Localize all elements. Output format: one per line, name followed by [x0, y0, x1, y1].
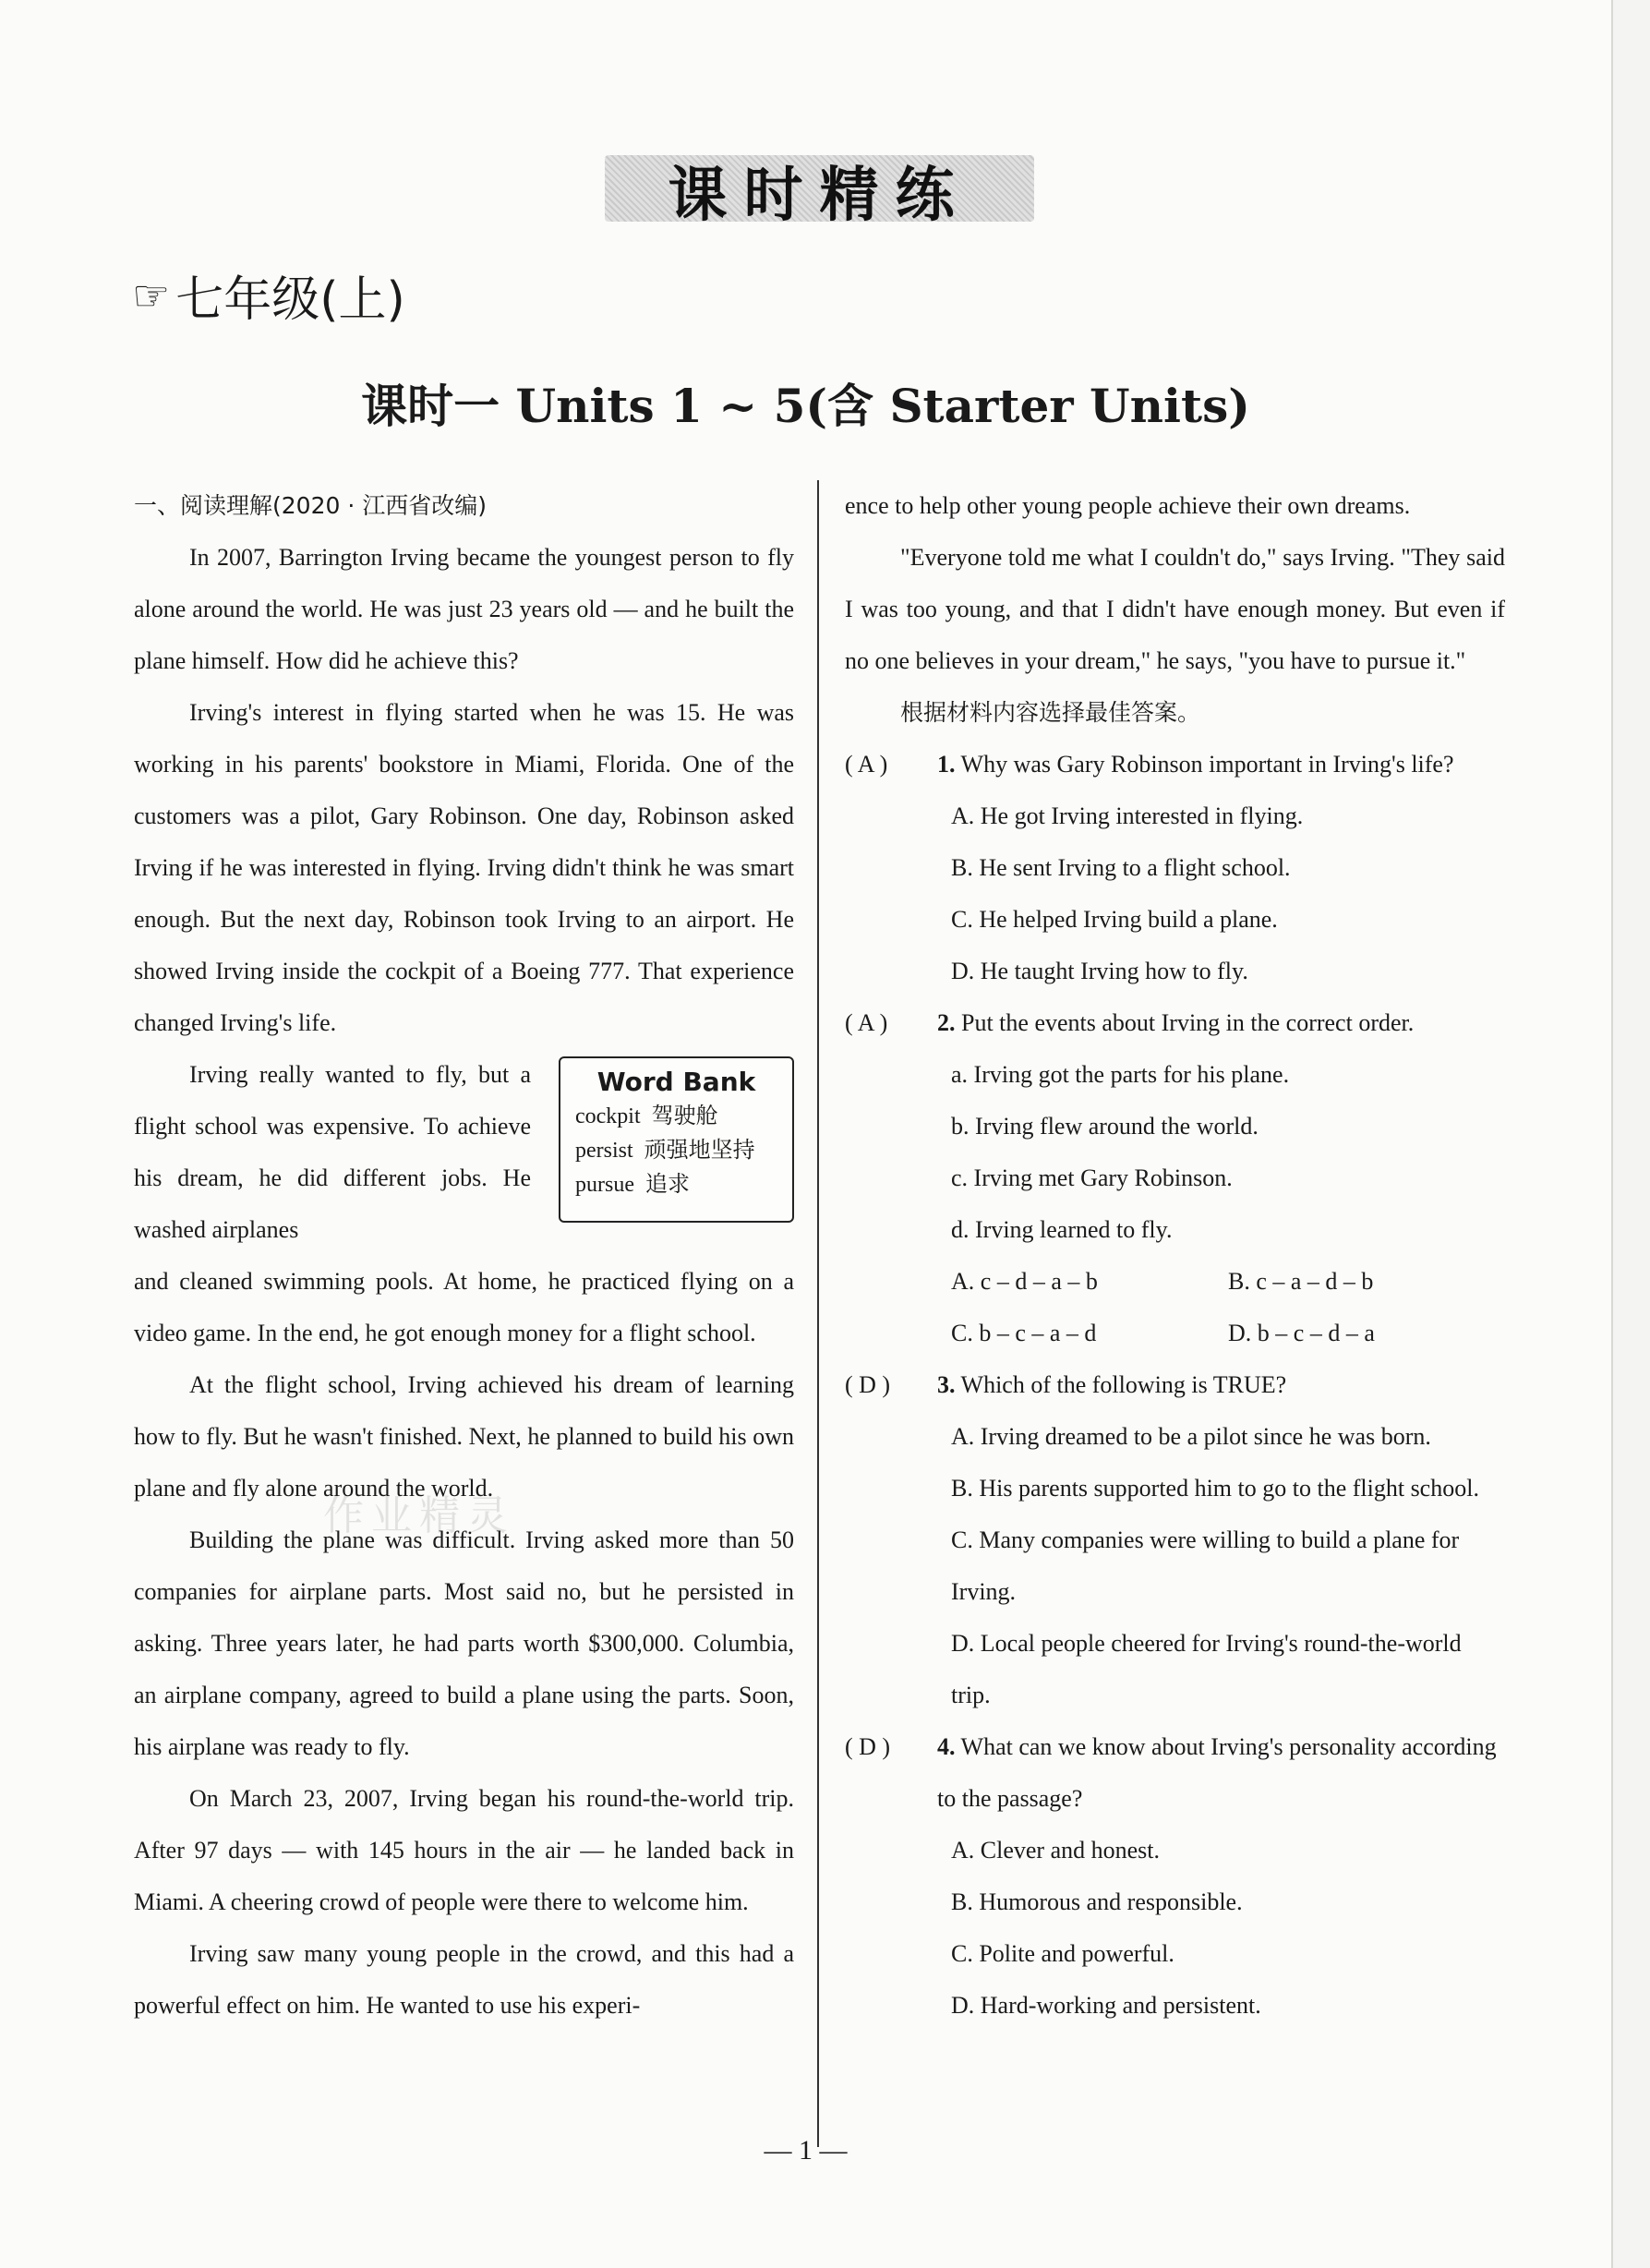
question-number: 2.: [937, 1009, 956, 1036]
left-column: [134, 480, 794, 2032]
event: a. Irving got the parts for his plane.: [951, 1061, 1290, 1088]
event: b. Irving flew around the world.: [951, 1113, 1259, 1140]
instruction: 根据材料内容选择最佳答案。: [900, 699, 1201, 726]
option: B. His parents supported him to go to the flight school.: [951, 1475, 1479, 1502]
banner-title: 课时精练: [668, 162, 971, 230]
paragraph-2: Irving's interest in flying started when he was 15. He was working in his parents' bookstore in Miami, Florida. One of the customers was a pilot, Gary Robinson. One day, Robinson asked Irving if he was interested in flying. Irving didn't think he was smart enough. But the next day, Robinson took Irving to an airport. He showed Irving inside the cockpit of a Boeing 777. That experience changed Irving's life.: [134, 699, 794, 1036]
paragraph-8: "Everyone told me what I couldn't do," says Irving. "They said I was too young, and that I didn't have enough money. But even if no one believes in your dream," he says, "you have to pursue it.": [845, 544, 1505, 674]
paragraph-7: Irving saw many young people in the crowd, and this had a powerful effect on him. He wanted to use his experi-: [134, 1940, 794, 2019]
question-number: 1.: [937, 751, 956, 778]
option: B. Humorous and responsible.: [951, 1888, 1243, 1915]
paragraph-7-continued: ence to help other young people achieve their own dreams.: [845, 492, 1411, 519]
option: B. c – a – d – b: [1228, 1268, 1374, 1295]
question-1: [845, 739, 1505, 790]
answer-paren: ( D ): [845, 1733, 891, 1760]
word-cn: 追求: [644, 1171, 690, 1197]
word-cn: 顽强地坚持: [644, 1137, 755, 1163]
grade-label: 七年级(上): [175, 272, 405, 328]
question-text: Which of the following is TRUE?: [960, 1371, 1287, 1398]
question-text: What can we know about Irving's personality according to the passage?: [937, 1733, 1497, 1812]
option: A. c – d – a – b: [951, 1268, 1098, 1295]
word-bank-item: [575, 1133, 777, 1167]
question-text: Why was Gary Robinson important in Irving's life?: [960, 751, 1454, 778]
option: D. He taught Irving how to fly.: [951, 958, 1248, 984]
answer-paren: ( A ): [845, 1009, 888, 1036]
grade-heading: [132, 260, 405, 330]
question-text: Put the events about Irving in the correct order.: [961, 1009, 1415, 1036]
option: D. Hard-working and persistent.: [951, 1992, 1261, 2019]
section-heading: 一、阅读理解(2020 · 江西省改编): [134, 492, 487, 519]
option: C. Polite and powerful.: [951, 1940, 1174, 1967]
page-number: — 1 —: [764, 2135, 848, 2165]
option: A. Irving dreamed to be a pilot since he was born.: [951, 1423, 1431, 1450]
word-bank-item: [575, 1099, 777, 1133]
option: C. b – c – a – d: [951, 1320, 1097, 1346]
paragraph-5: Building the plane was difficult. Irving asked more than 50 companies for airplane parts. Most said no, but he persisted in asking. Three years later, he had parts worth $300,000. Columbia, an airplane company, agreed to build a plane using the parts. Soon, his airplane was ready to fly.: [134, 1526, 794, 1760]
option: A. He got Irving interested in flying.: [951, 802, 1304, 829]
question-number: 4.: [937, 1733, 956, 1760]
paragraph-3b: and cleaned swimming pools. At home, he practiced flying on a video game. In the end, he got enough money for a flight school.: [134, 1268, 794, 1346]
paragraph-3a: Irving really wanted to fly, but a flight school was expensive. To achieve his dream, he did different jobs. He washed airplanes: [134, 1061, 531, 1243]
option: D. Local people cheered for Irving's round-the-world trip.: [951, 1630, 1462, 1708]
watermark: 作业精灵: [323, 1492, 515, 1539]
option: C. He helped Irving build a plane.: [951, 906, 1278, 933]
word-en: pursue: [575, 1173, 634, 1197]
answer-paren: ( D ): [845, 1371, 891, 1398]
word-bank-item: [575, 1167, 777, 1201]
column-divider: [817, 480, 819, 2147]
paragraph-1: In 2007, Barrington Irving became the youngest person to fly alone around the world. He was just 23 years old — and he built the plane himself. How did he achieve this?: [134, 544, 794, 674]
word-en: cockpit: [575, 1104, 641, 1128]
option: C. Many companies were willing to build a plane for Irving.: [951, 1526, 1460, 1605]
right-column: [845, 480, 1505, 2032]
option: B. He sent Irving to a flight school.: [951, 854, 1291, 881]
word-cn: 驾驶舱: [651, 1103, 718, 1128]
event: d. Irving learned to fly.: [951, 1216, 1173, 1243]
event: c. Irving met Gary Robinson.: [951, 1164, 1233, 1191]
word-en: persist: [575, 1139, 633, 1163]
word-bank-title: Word Bank: [596, 1067, 756, 1097]
pointing-hand-icon: ☞: [132, 270, 171, 320]
question-4: [845, 1721, 1505, 1825]
answer-paren: ( A ): [845, 751, 888, 778]
question-number: 3.: [937, 1371, 956, 1398]
option-row: [845, 1256, 1505, 1308]
question-3: [845, 1359, 1505, 1411]
paragraph-4: At the flight school, Irving achieved his dream of learning how to fly. But he wasn't finished. Next, he planned to build his own plane and fly alone around the world.: [134, 1371, 794, 1502]
option: A. Clever and honest.: [951, 1837, 1161, 1864]
option-row: [845, 1308, 1505, 1359]
paragraph-6: On March 23, 2007, Irving began his round-the-world trip. After 97 days — with 145 hours in the air — he landed back in Miami. A cheering crowd of people were there to welcome him.: [134, 1785, 794, 1915]
word-bank-wrap: [134, 1049, 794, 1256]
option: D. b – c – d – a: [1228, 1320, 1375, 1346]
lesson-title: 课时一 Units 1 ~ 5(含 Starter Units): [361, 379, 1250, 433]
word-bank: [559, 1056, 794, 1223]
question-2: [845, 997, 1505, 1049]
